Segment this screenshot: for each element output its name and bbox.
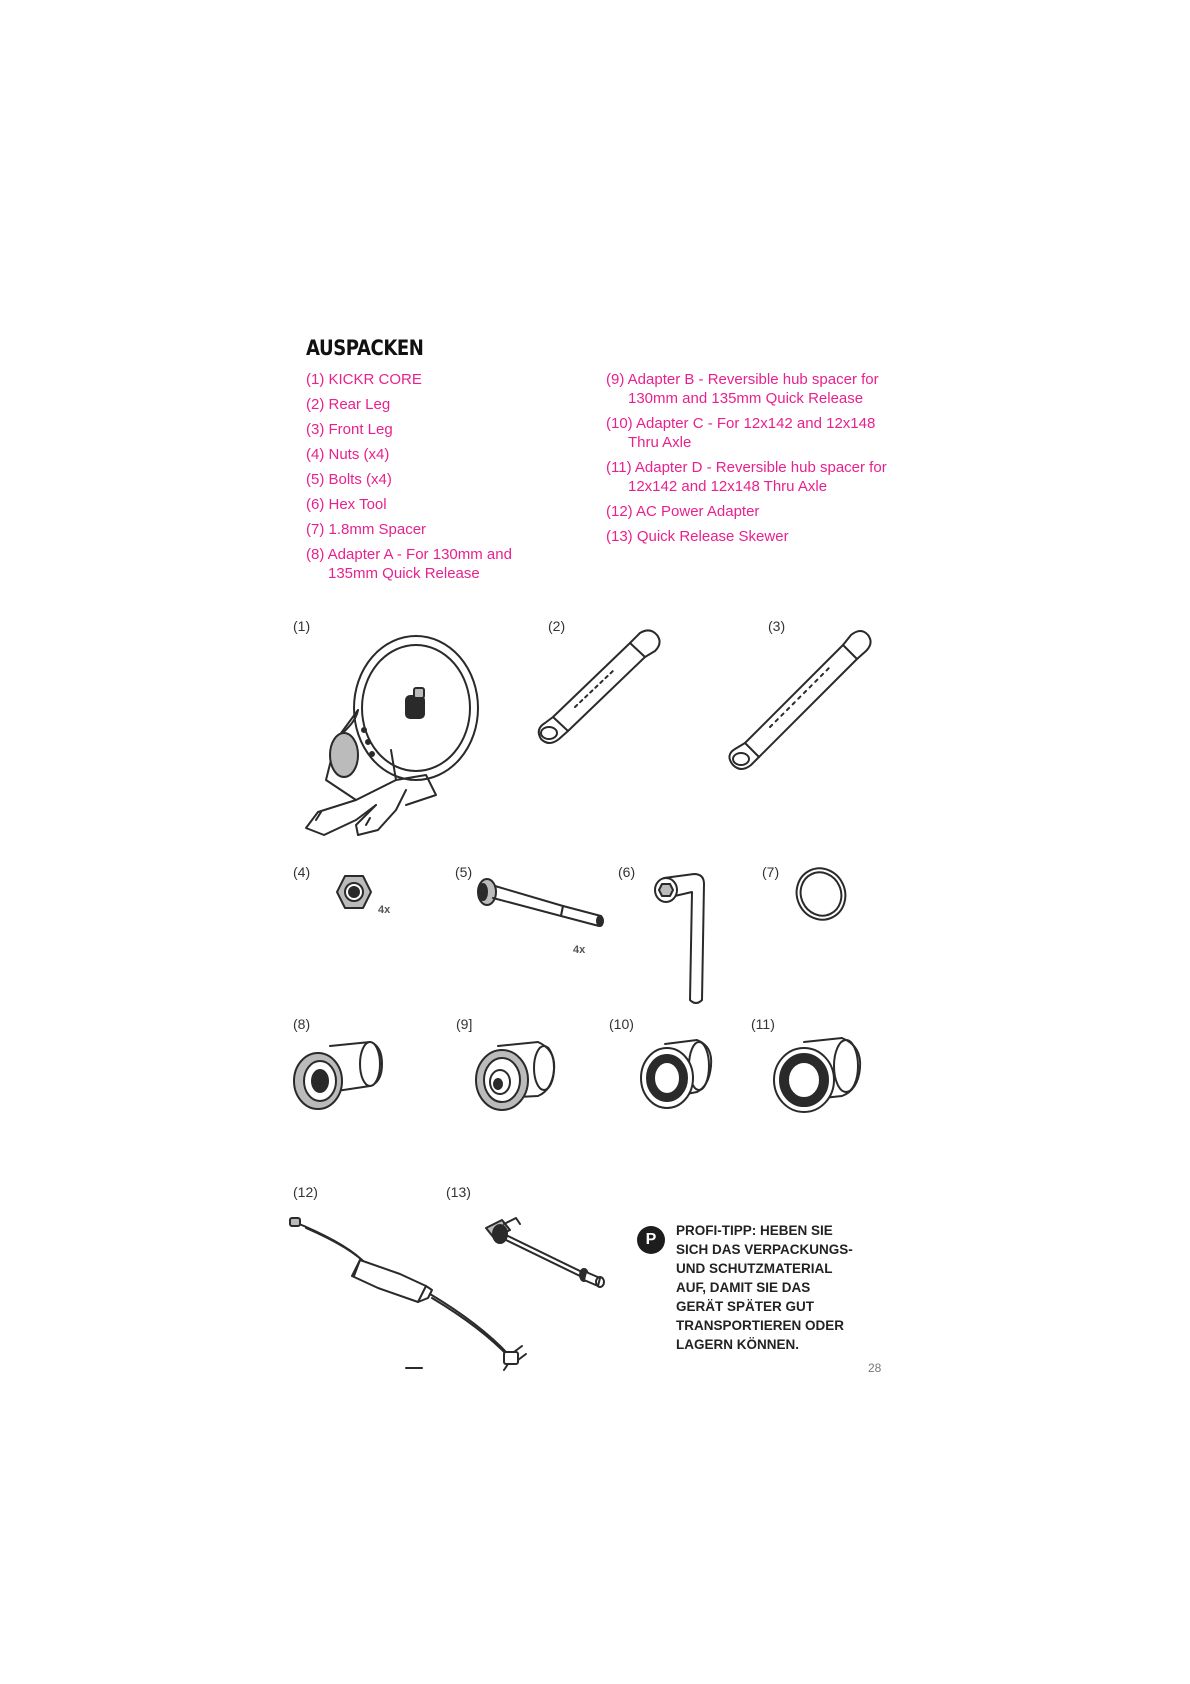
part-item-skewer: (13) Quick Release Skewer [606, 528, 789, 545]
figure-label-4: (4) [293, 864, 311, 880]
part-item-adapter-d: (11) Adapter D - Reversible hub spacer for 12x142 and 12x148 Thru Axle [606, 459, 887, 495]
bolts-quantity: 4x [573, 944, 586, 956]
nut-illustration [335, 872, 375, 912]
part-item-hex-tool: (6) Hex Tool [306, 496, 387, 513]
figure-label-12: (12) [293, 1184, 318, 1200]
parts-list-left [306, 370, 566, 589]
figure-label-13: (13) [446, 1184, 471, 1200]
part-item-ac-adapter: (12) AC Power Adapter [606, 503, 760, 520]
part-item-adapter-b: (9) Adapter B - Reversible hub spacer for 130mm and 135mm Quick Release [606, 371, 879, 407]
pro-tip-text: PROFI-TIPP: HEBEN SIE SICH DAS VERPACKUNGS- UND SCHUTZMATERIAL AUF, DAMIT SIE DAS GERÄT SPÄTER GUT TRANSPORTIEREN ODER LAGERN KÖNNEN. [676, 1223, 853, 1352]
quick-release-skewer-illustration [482, 1214, 622, 1294]
figure-label-1: (1) [293, 618, 311, 634]
figure-label-11: (11) [751, 1016, 775, 1032]
part-item-rear-leg: (2) Rear Leg [306, 396, 391, 413]
front-leg-illustration [725, 625, 875, 775]
figure-label-5: (5) [455, 864, 473, 880]
figure-label-8: (8) [293, 1016, 311, 1032]
part-item-adapter-a: (8) Adapter A - For 130mm and 135mm Quick Release [306, 546, 512, 582]
adapter-a-illustration [290, 1036, 390, 1116]
part-item-bolts: (5) Bolts (x4) [306, 471, 392, 488]
page-number: 28 [868, 1361, 882, 1375]
scan-artifact [406, 1366, 426, 1370]
rear-leg-illustration [535, 625, 665, 750]
figure-label-9: (9] [456, 1016, 473, 1032]
adapter-c-illustration [635, 1036, 725, 1116]
bolt-illustration [473, 876, 608, 936]
parts-list-right [606, 370, 896, 552]
figure-label-6: (6) [618, 864, 636, 880]
part-item-nuts: (4) Nuts (x4) [306, 446, 390, 463]
section-title: AUSPACKEN [306, 336, 424, 360]
spacer-ring-illustration [792, 864, 852, 924]
kickr-core-illustration [296, 630, 486, 840]
hex-tool-illustration [652, 870, 712, 1005]
part-item-kickr-core: (1) KICKR CORE [306, 371, 422, 388]
adapter-b-illustration [468, 1036, 568, 1116]
figure-label-3: (3) [768, 618, 786, 634]
part-item-front-leg: (3) Front Leg [306, 421, 393, 438]
part-item-adapter-c: (10) Adapter C - For 12x142 and 12x148 Thru Axle [606, 415, 876, 451]
part-item-spacer: (7) 1.8mm Spacer [306, 521, 427, 538]
pro-tip-badge-icon: P [637, 1226, 665, 1254]
nuts-quantity: 4x [378, 904, 391, 916]
figure-label-10: (10) [609, 1016, 634, 1032]
figure-label-2: (2) [548, 618, 566, 634]
figure-label-7: (7) [762, 864, 780, 880]
adapter-d-illustration [770, 1034, 870, 1119]
